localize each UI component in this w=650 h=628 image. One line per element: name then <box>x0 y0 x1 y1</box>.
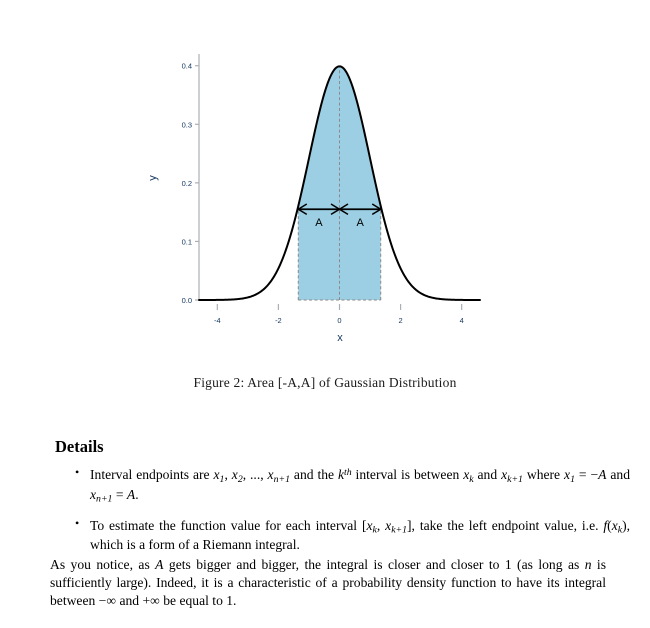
details-heading: Details <box>55 437 104 456</box>
y-axis-title: y <box>147 175 159 181</box>
list-item: • To estimate the function value for each interval [$x_k$, $x_{k+1}$], take the left endpoint value, i.e. $f(x_k)$, which is a form of a Riemann integral. <box>90 517 630 555</box>
x-tick-label: -2 <box>275 316 282 325</box>
details-bullet-list <box>66 466 630 565</box>
closing-paragraph: As you notice, as A gets bigger and bigger, the integral is closer and closer to 1 (as long as n is sufficiently large). Indeed, it is a characteristic of a probability density function to have its integral between −∞ and +∞ be equal to 1. <box>50 557 607 609</box>
y-tick-label: 0.0 <box>181 296 192 305</box>
x-tick-label: -4 <box>213 316 221 325</box>
y-axis-tick-labels <box>182 62 192 305</box>
gaussian-plot <box>140 38 500 358</box>
y-tick-label: 0.3 <box>181 120 192 130</box>
x-tick-label: 4 <box>459 316 464 325</box>
y-tick-label: 0.1 <box>181 237 192 247</box>
plot-svg <box>140 38 500 358</box>
area-label-right: A <box>356 217 364 230</box>
x-axis-title: x <box>337 332 343 344</box>
y-tick-label: 0.2 <box>181 178 192 188</box>
x-axis-tick-labels <box>214 316 464 325</box>
figure-caption: Figure 2: Area [-A,A] of Gaussian Distribution <box>193 375 457 390</box>
list-item: • Interval endpoints are $x_1$, $x_2$, ..., $x_{n+1}$ and the $k^{th}$ interval is between $x_k$ and $x_{k+1}$ where $x_1 = -A$ and $x_{n+1} = A$. <box>90 466 630 506</box>
x-axis-ticks <box>217 304 461 310</box>
area-label-left: A <box>315 217 323 230</box>
x-tick-label: 2 <box>398 316 403 325</box>
y-axis-ticks <box>195 66 199 300</box>
y-tick-label: 0.4 <box>181 61 192 71</box>
x-tick-label: 0 <box>337 316 342 325</box>
